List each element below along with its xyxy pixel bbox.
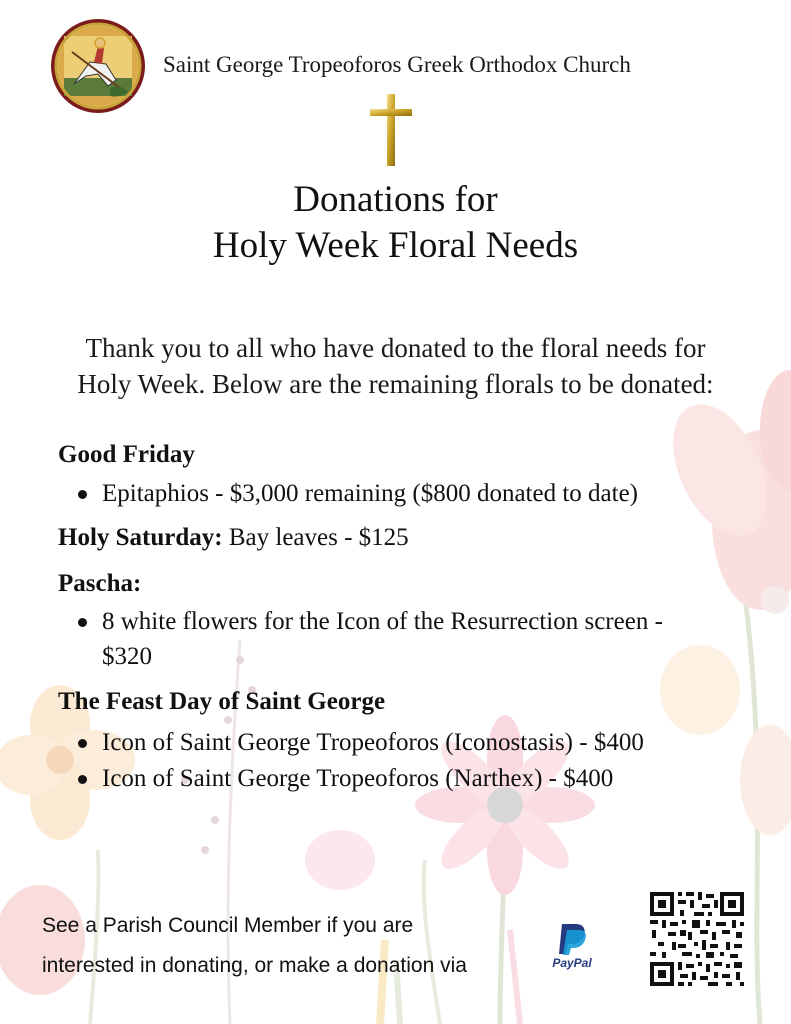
good-friday-heading: Good Friday bbox=[58, 441, 195, 468]
intro-text-line-1: Thank you to all who have donated to the floral needs for bbox=[85, 333, 706, 363]
gold-cross-icon bbox=[368, 92, 414, 168]
bullet-icon bbox=[78, 618, 87, 627]
feast-day-heading: The Feast Day of Saint George bbox=[58, 688, 386, 715]
list-item-text: Epitaphios - $3,000 remaining ($800 donated to date) bbox=[102, 480, 638, 507]
page-title-line-1: Donations for bbox=[293, 179, 498, 220]
page-title-line-2: Holy Week Floral Needs bbox=[212, 225, 579, 266]
paypal-icon bbox=[544, 922, 600, 956]
bullet-icon bbox=[78, 490, 87, 499]
pascha-heading: Pascha: bbox=[58, 570, 142, 597]
paypal-label: PayPal bbox=[552, 956, 592, 970]
bullet-icon bbox=[78, 775, 87, 784]
holy-saturday-heading: Holy Saturday: bbox=[58, 524, 223, 551]
list-item-text: Icon of Saint George Tropeoforos (Iconostasis) - $400 bbox=[102, 729, 644, 756]
footer-text-line-1: See a Parish Council Member if you are bbox=[42, 914, 414, 937]
list-item-text: Icon of Saint George Tropeoforos (Narthex) - $400 bbox=[102, 765, 614, 792]
saint-george-icon bbox=[50, 18, 146, 114]
paypal-logo[interactable] bbox=[544, 922, 600, 974]
holy-saturday-text: Bay leaves - $125 bbox=[222, 524, 409, 551]
bullet-icon bbox=[78, 739, 87, 748]
list-item-text: $320 bbox=[102, 643, 152, 670]
holy-saturday-line bbox=[58, 524, 409, 552]
footer-text-line-2: interested in donating, or make a donation via bbox=[42, 954, 467, 977]
list-item-text: 8 white flowers for the Icon of the Resurrection screen - bbox=[102, 608, 663, 635]
intro-text-line-2: Holy Week. Below are the remaining florals to be donated: bbox=[77, 369, 714, 399]
church-name: Saint George Tropeoforos Greek Orthodox Church bbox=[163, 52, 631, 77]
qr-code-icon[interactable] bbox=[648, 890, 746, 988]
